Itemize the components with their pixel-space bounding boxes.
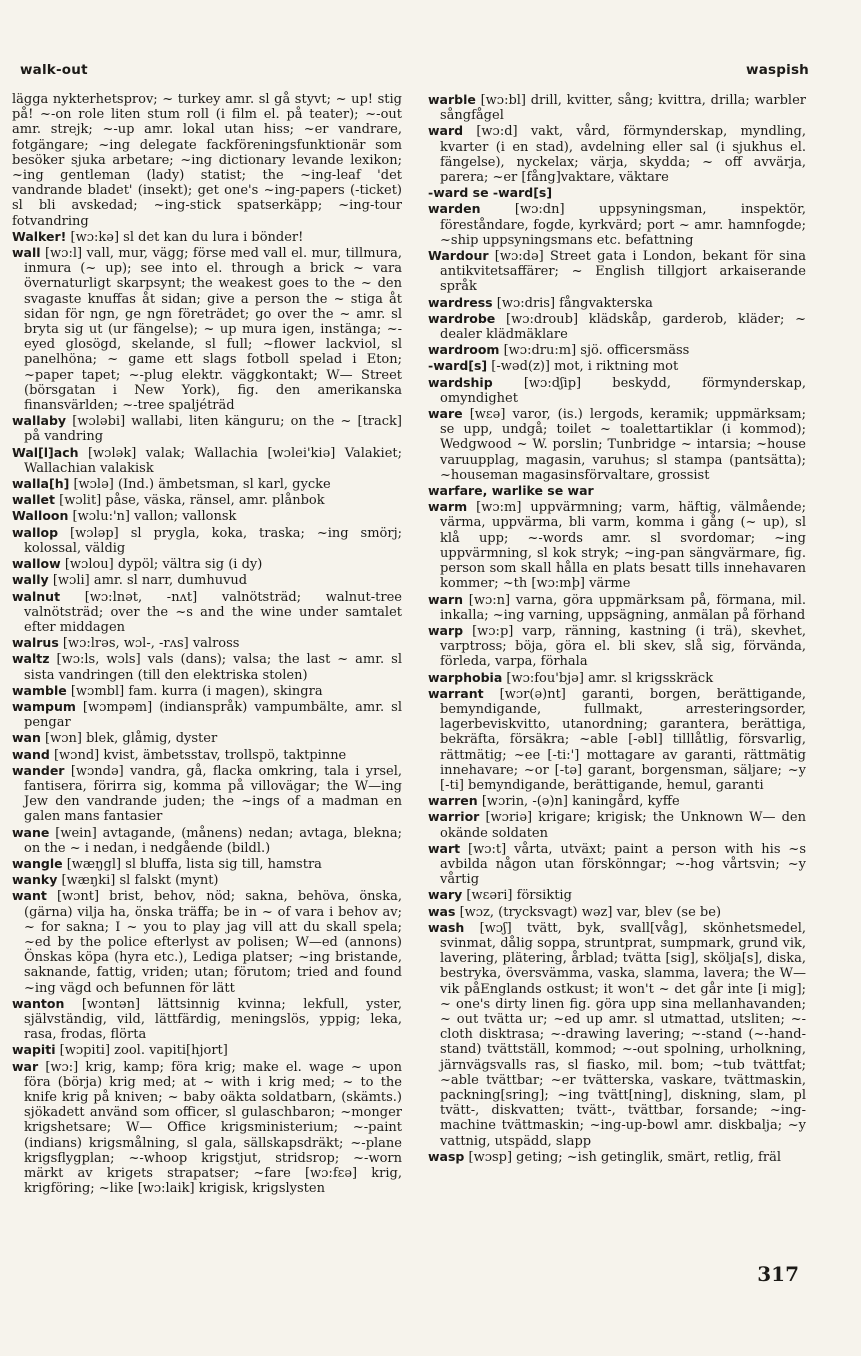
- headword: wallet: [12, 492, 56, 508]
- left-dictionary-entry: wallet [wɔlit] påse, väska, ränsel, amr. plånbok: [12, 492, 325, 509]
- left-dictionary-entry: wall [wɔ:l] vall, mur, vägg; förse med vall el. mur, tillmura, inmura (~ up); see into el. through a brick ~ vara övernaturligt skarpsynt; the weakest goes to the ~ den svagaste knuffas åt sidan; give a person the ~ stiga åt sidan för ngn, ge ngn företrädet; go over the ~ amr. sl bryta sig ut (ur fängelse); ~ up mura igen, instänga; ~-eyed glosögd, skelande, sl full; ~flower lackviol, sl panelhöna; ~ game ett slags fotboll spelad i Eton; ~paper tapet; ~-plug elektr. väggkontakt; W— Street (börsgatan i New York), fig. den amerikanska finansvärlden; ~-tree spaljéträd: [12, 245, 402, 414]
- headword: wapiti: [12, 1042, 56, 1058]
- right-dictionary-entry: warrant [wɔr(ə)nt] garanti, borgen, berättigande, bemyndigande, fullmakt, arresteringsorder, lagerbeviskvitto, utanordning; garantera, berättiga, bekräfta, försäkra; ~able [-əbl] tilllåtlig, försvarlig, rättmätig; ~ee [-ti:'] mottagare av garanti, rättmätig innehavare; ~or [-tə] garant, borgensman, säljare; ~y [-ti] bemyndigande, berättigande, hemul, garanti: [428, 685, 806, 793]
- right-dictionary-entry: ware [wɛə] varor, (is.) lergods, keramik; uppmärksam; se upp, undgå; toilet ~ toalettartiklar (i kommod); Wedgwood ~ W. porslin; Tunbridge ~ intarsia; ~house varuupplag, magasin, varuhus; sl stampa (pantsätta); ~houseman magasinsförvaltare, grossist: [428, 406, 806, 483]
- right-dictionary-entry: warren [wɔrin, -(ə)n] kaningård, kyffe: [428, 793, 680, 810]
- headword: wanton: [12, 995, 65, 1011]
- right-column: [428, 92, 806, 1165]
- left-dictionary-entry: wallow [wɔlou] dypöl; vältra sig (i dy): [12, 556, 263, 573]
- headword: wart: [428, 840, 461, 856]
- right-dictionary-entry: warphobia [wɔ:fou'bjə] amr. sl krigsskräck: [428, 669, 714, 686]
- headword: wall: [12, 245, 41, 261]
- left-dictionary-entry: Wal[l]ach [wɔlək] valak; Wallachia [wɔlei'kiə] Valakiet; Wallachian valakisk: [12, 444, 402, 476]
- right-dictionary-entry: wary [wɛəri] försiktig: [428, 887, 572, 904]
- headword: -ward se -ward[s]: [428, 185, 553, 201]
- right-dictionary-entry: wasp [wɔsp] geting; ~ish getinglik, smärt, retlig, fräl: [428, 1148, 781, 1165]
- headword: warrant: [428, 685, 484, 701]
- headword: wangle: [12, 855, 63, 871]
- right-dictionary-entry: warrior [wɔriə] krigare; krigisk; the Unknown W— den okände soldaten: [428, 809, 806, 841]
- headword: ware: [428, 406, 463, 422]
- right-dictionary-entry: wart [wɔ:t] vårta, utväxt; paint a person with his ~s avbilda någon utan förskönngar; ~-hog vårtsvin; ~y vårtig: [428, 840, 806, 888]
- left-dictionary-entry: lägga nykterhetsprov; ~ turkey amr. sl gå styvt; ~ up! stig på! ~-on role liten stum roll (i film el. på teater); ~-out amr. strejk; ~-up amr. lokal utan hiss; ~er vandrare, fotgängare; ~ing delegate fackföreningsfunktionär som besöker sjuka arbetare; ~ing dictionary levande lexikon; ~ing gentleman (lady) statist; the ~ing-leaf 'det vandrande bladet' (insekt); get one's ~ing-papers (-ticket) sl bli avskedad; ~ing-stick spatserkäpp; ~ing-tour fotvandring: [12, 92, 402, 229]
- right-dictionary-entry: [428, 185, 806, 201]
- headword: wash: [428, 919, 465, 935]
- left-dictionary-entry: war [wɔ:] krig, kamp; föra krig; make el. wage ~ upon föra (börja) krig med; at ~ with i krig med; ~ to the knife krig på kniven; ~ baby oäkta soldatbarn, (skämts.) sjökadett använd som officer, sl gulaschbaron; ~monger krigshetsare; W— Office krigsministerium; ~-paint (indians) krigsmålning, sl gala, sällskapsdräkt; ~-plane krigsflygplan; ~-whoop krigstjut, stridsrop; ~-worn märkt av krigets strapatser; ~fare [wɔ:fɛə] krig, krigföring; ~like [wɔ:laik] krigisk, krigslysten: [12, 1058, 402, 1197]
- left-dictionary-entry: wallop [wɔləp] sl prygla, koka, traska; ~ing smörj; kolossal, väldig: [12, 524, 402, 556]
- left-dictionary-entry: Walloon [wɔlu:'n] vallon; vallonsk: [12, 508, 237, 525]
- headword: warn: [428, 591, 464, 607]
- headword: wallaby: [12, 413, 67, 429]
- headword: wanky: [12, 872, 58, 888]
- headword: wally: [12, 572, 49, 588]
- headword: warren: [428, 793, 478, 809]
- headword: warp: [428, 622, 464, 638]
- right-dictionary-entry: Wardour [wɔ:də] Street gata i London, bekant för sina antikvitetsaffärer; ~ English tillgjort arkaiserande språk: [428, 248, 806, 295]
- headword: wander: [12, 762, 65, 778]
- left-dictionary-entry: wander [wɔndə] vandra, gå, flacka omkring, tala i yrsel, fantisera, förirra sig, komma på villovägar; the W—ing Jew den vandrande juden; the ~ings of a madman en galen mans fantasier: [12, 762, 402, 825]
- headword: Walloon: [12, 508, 69, 524]
- left-dictionary-entry: wamble [wɔmbl] fam. kurra (i magen), skingra: [12, 682, 323, 699]
- left-column: [12, 92, 402, 1196]
- right-dictionary-entry: wardrobe [wɔ:droub] klädskåp, garderob, kläder; ~ dealer klädmäklare: [428, 310, 806, 343]
- headword: wan: [12, 730, 41, 746]
- left-dictionary-entry: want [wɔnt] brist, behov, nöd; sakna, behöva, önska, (gärna) vilja ha, önska träffa; be in ~ of vara i behov av; ~ for sakna; I ~ you to play jag vill att du skall spela; ~ed by the police efterlyst av polisen; W—ed (annons) Önskas köpa (hyra etc.), Lediga platser; ~ing bristande, saknande, fattig, vriden; utan; förutom; tried and found ~ing vägd och befunnen för lätt: [12, 888, 402, 996]
- headword: waltz: [12, 651, 50, 667]
- right-dictionary-entry: warm [wɔ:m] uppvärmning; varm, häftig, välmående; värma, uppvärma, bli varm, komma i gång (~ up), sl klå upp; ~-words amr. sl svordomar; ~ing uppvärmning, sl kok stryk; ~ing-pan sängvärmare, fig. person som skall hålla en plats besatt tills innehavaren kommer; ~th [wɔ:mþ] värme: [428, 499, 806, 592]
- headword: wasp: [428, 1148, 465, 1164]
- right-dictionary-entry: wardship [wɔ:dʃip] beskydd, förmynderskap, omyndighet: [428, 374, 806, 406]
- headword: warden: [428, 201, 481, 217]
- right-dictionary-entry: wardress [wɔ:dris] fångvakterska: [428, 294, 653, 311]
- right-dictionary-entry: warble [wɔ:bl] drill, kvitter, sång; kvittra, drilla; warbler sångfågel: [428, 92, 806, 124]
- headword: wamble: [12, 682, 67, 698]
- left-dictionary-entry: walrus [wɔ:lrəs, wɔl-, -rʌs] valross: [12, 635, 240, 652]
- right-dictionary-entry: wash [wɔʃ] tvätt, byk, svall[våg], skönhetsmedel, svinmat, dålig soppa, struntprat, sumpmark, grund vik, lavering, plätering, årblad; tvätta [sig], skölja[s], diska, bestryka, översvämma, vaska, slamma, lavera; the W— vik påEnglands ostkust; it won't ~ det går inte [i mig]; ~ one's dirty linen fig. göra upp sina mellanhavanden; ~ out tvätta ur; ~ed up amr. sl utmattad, utsliten; ~-cloth disktrasa; ~-drawing lavering; ~-stand (~-hand-stand) tvättställ, kommod; ~-out spolning, urholkning, järnvägsvalls ras, sl fiasko, mil. bom; ~tub tvättfat; ~able tvättbar; ~er tvätterska, vaskare, tvättmaskin, packning[sring]; ~ing tvätt[ning], diskning, slam, pl tvätt-, diskvatten; tvätt-, tvättbar, forsande; ~ing-machine tvättmaskin; ~ing-up-bowl amr. diskbalja; ~y vattnig, utspädd, slapp: [428, 919, 806, 1149]
- headword: walnut: [12, 588, 61, 604]
- headword: warm: [428, 499, 468, 515]
- left-dictionary-entry: wanton [wɔntən] lättsinnig kvinna; lekfull, yster, självständig, vild, lättfärdig, meningslös, yppig; leka, rasa, frodas, flörta: [12, 995, 402, 1043]
- right-dictionary-entry: -ward[s] [-wəd(z)] mot, i riktning mot: [428, 358, 679, 375]
- left-dictionary-entry: wanky [wæŋki] sl falskt (mynt): [12, 872, 219, 889]
- right-dictionary-entry: warn [wɔ:n] varna, göra uppmärksam på, förmana, mil. inkalla; ~ing varning, uppsägning, anmälan på förhand: [428, 591, 806, 623]
- headword: warfare, warlike se war: [428, 483, 594, 499]
- headword: wardrobe: [428, 310, 496, 326]
- right-dictionary-entry: wardroom [wɔ:dru:m] sjö. officersmäss: [428, 342, 690, 359]
- page-number: 317: [757, 1262, 799, 1286]
- headword: wallow: [12, 556, 61, 572]
- headword: wardress: [428, 294, 493, 310]
- running-header: [20, 62, 809, 82]
- headword: wary: [428, 887, 463, 903]
- headword: wallop: [12, 524, 59, 540]
- left-dictionary-entry: wallaby [wɔləbi] wallabi, liten känguru; on the ~ [track] på vandring: [12, 413, 402, 445]
- headword: walrus: [12, 635, 59, 651]
- headword: was: [428, 903, 456, 919]
- headword: wand: [12, 746, 50, 762]
- headword: -ward[s]: [428, 358, 488, 374]
- left-dictionary-entry: wampum [wɔmpəm] (indianspråk) vampumbälte, amr. sl pengar: [12, 698, 402, 731]
- left-dictionary-entry: wand [wɔnd] kvist, ämbetsstav, trollspö, taktpinne: [12, 746, 347, 763]
- left-dictionary-entry: walla[h] [wɔlə] (Ind.) ämbetsman, sl karl, gycke: [12, 476, 331, 493]
- headword: wardship: [428, 374, 493, 390]
- headword: wane: [12, 824, 50, 840]
- left-dictionary-entry: wally [wɔli] amr. sl narr, dumhuvud: [12, 572, 248, 589]
- left-dictionary-entry: waltz [wɔ:ls, wɔls] vals (dans); valsa; the last ~ amr. sl sista vandringen (till den elektriska stolen): [12, 651, 402, 683]
- headword: warble: [428, 92, 476, 107]
- left-dictionary-entry: wangle [wæŋgl] sl bluffa, lista sig till, hamstra: [12, 855, 322, 872]
- left-dictionary-entry: wan [wɔn] blek, glåmig, dyster: [12, 730, 218, 747]
- headword: wampum: [12, 698, 76, 714]
- headword: wardroom: [428, 342, 500, 358]
- headword: war: [12, 1058, 39, 1074]
- right-dictionary-entry: was [wɔz, (trycksvagt) wəz] var, blev (se be): [428, 903, 722, 920]
- headword: Wardour: [428, 248, 489, 264]
- left-dictionary-entry: wapiti [wɔpiti] zool. vapiti[hjort]: [12, 1042, 228, 1059]
- left-dictionary-entry: Walker! [wɔ:kə] sl det kan du lura i bönder!: [12, 228, 304, 245]
- right-dictionary-entry: warden [wɔ:dn] uppsyningsman, inspektör, föreståndare, fogde, kyrkvärd; port ~ amr. hamnfogde; ~ship uppsyningsmans etc. befattning: [428, 201, 806, 248]
- headword: Wal[l]ach: [12, 444, 79, 460]
- headword: walla[h]: [12, 476, 70, 492]
- right-dictionary-entry: warp [wɔ:p] varp, ränning, kastning (i trä), skevhet, varptross; böja, göra el. bli skev, slå sig, förvända, förleda, varpa, förhala: [428, 622, 806, 670]
- headword: Walker!: [12, 228, 67, 244]
- header-left-headword: walk-out: [20, 62, 88, 78]
- right-dictionary-entry: [428, 483, 806, 499]
- left-dictionary-entry: wane [wein] avtagande, (månens) nedan; avtaga, blekna; on the ~ i nedan, i nedgående (bildl.): [12, 824, 402, 856]
- right-dictionary-entry: ward [wɔ:d] vakt, vård, förmynderskap, myndling, kvarter (i en stad), avdelning eller sal (i sjukhus el. fängelse), nyckelax; värja, skydda; ~ off avvärja, parera; ~er [fång]vaktare, väktare: [428, 123, 806, 186]
- headword: want: [12, 888, 47, 904]
- headword: ward: [428, 123, 464, 139]
- headword: warrior: [428, 809, 480, 825]
- headword: warphobia: [428, 669, 503, 685]
- header-right-headword: waspish: [746, 62, 809, 78]
- left-dictionary-entry: walnut [wɔ:lnət, -nʌt] valnötsträd; walnut-tree valnötsträd; over the ~s and the wine under samtalet efter middagen: [12, 588, 402, 635]
